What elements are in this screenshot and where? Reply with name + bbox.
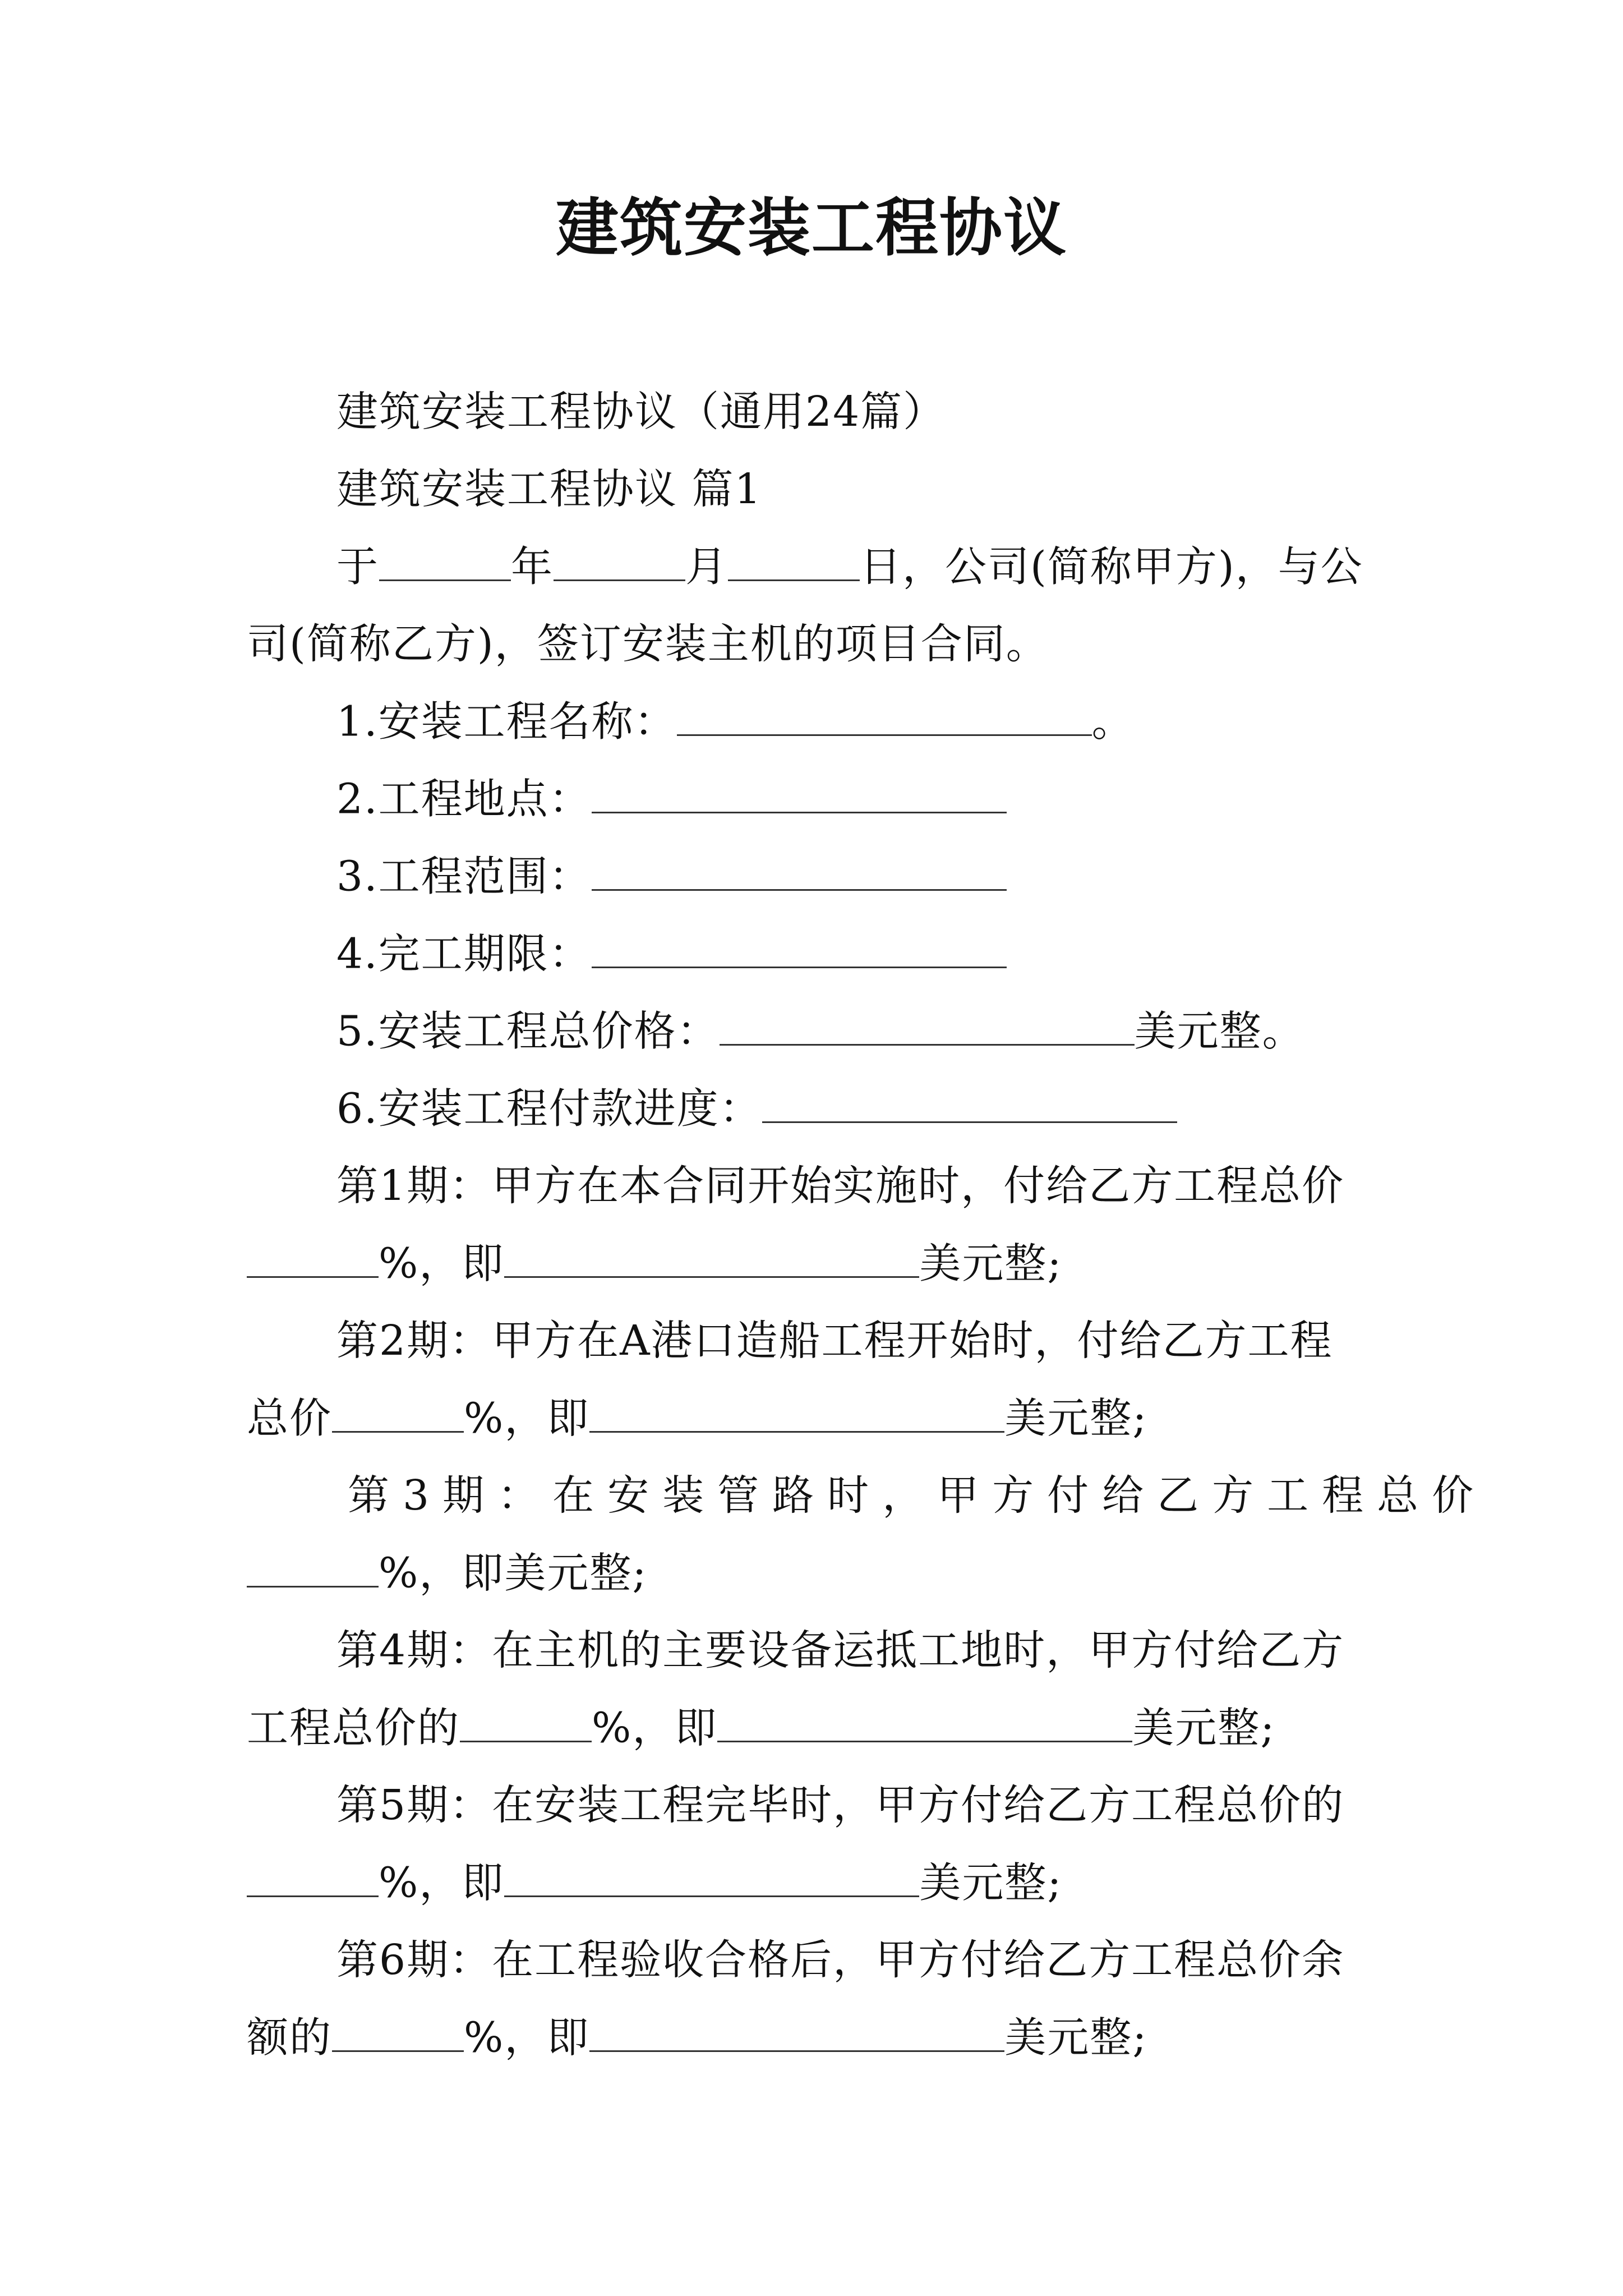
- item-label: 5.安装工程总价格：: [336, 1007, 720, 1056]
- item-label: 1.安装工程名称：: [336, 697, 677, 746]
- phase-3-line-1: 第3期：在安装管路时，甲方付给乙方工程总价: [348, 1471, 1487, 1520]
- item-suffix: 美元整。: [1134, 1007, 1305, 1056]
- phase-pre: 工程总价的: [247, 1704, 460, 1752]
- project-name-blank: [677, 697, 1092, 736]
- percent-blank: [332, 1393, 464, 1433]
- year-blank: [379, 542, 511, 581]
- item-label: 6.安装工程付款进度：: [336, 1084, 762, 1133]
- item-total-price: [336, 1006, 1305, 1056]
- phase-6-line-2: [247, 2013, 1147, 2063]
- deadline-blank: [592, 929, 1007, 968]
- percent-blank: [460, 1703, 592, 1742]
- percent-blank: [247, 1858, 379, 1897]
- month-blank: [554, 542, 685, 581]
- phase-pre: 额的: [247, 2013, 332, 2062]
- intro-text-month: 月: [685, 542, 728, 591]
- phase-end: 美元整;: [919, 1239, 1063, 1288]
- location-blank: [592, 774, 1007, 813]
- document-title: 建筑安装工程协议: [556, 191, 1067, 265]
- intro-text-day: 日，公司(简称甲方)，与公: [860, 542, 1363, 591]
- amount-blank: [717, 1703, 1132, 1742]
- phase-2-line-1: 第2期：甲方在A港口造船工程开始时，付给乙方工程: [336, 1317, 1333, 1365]
- phase-1-line-2: [247, 1239, 1062, 1289]
- phase-mid: %，即美元整;: [379, 1549, 648, 1598]
- phase-6-line-1: 第6期：在工程验收合格后，甲方付给乙方工程总价余: [336, 1936, 1345, 1984]
- intro-text-yu: 于: [336, 542, 379, 591]
- payment-schedule-blank: [762, 1084, 1177, 1123]
- phase-end: 美元整;: [1132, 1704, 1276, 1752]
- item-label: 2.工程地点：: [336, 775, 592, 823]
- percent-blank: [332, 2013, 464, 2052]
- intro-line-2: 司(简称乙方)，签订安装主机的项目合同。: [247, 620, 1049, 668]
- item-label: 4.完工期限：: [336, 930, 592, 978]
- item-project-name: [336, 697, 1135, 747]
- phase-mid: %，即: [379, 1239, 505, 1288]
- scope-blank: [592, 852, 1007, 891]
- phase-mid: %，即: [464, 1394, 590, 1443]
- amount-blank: [589, 2013, 1004, 2052]
- item-location: [336, 774, 1007, 824]
- percent-blank: [247, 1548, 379, 1588]
- item-label: 3.工程范围：: [336, 852, 592, 901]
- item-payment-schedule: [336, 1084, 1177, 1134]
- phase-5-line-2: [247, 1858, 1062, 1908]
- subtitle: 建筑安装工程协议（通用24篇）: [336, 388, 946, 436]
- phase-mid: %，即: [379, 1858, 505, 1907]
- phase-5-line-1: 第5期：在安装工程完毕时，甲方付给乙方工程总价的: [336, 1781, 1345, 1829]
- phase-1-line-1: 第1期：甲方在本合同开始实施时，付给乙方工程总价: [336, 1162, 1345, 1210]
- intro-line-1: [336, 542, 1363, 592]
- phase-4-line-1: 第4期：在主机的主要设备运抵工地时，甲方付给乙方: [336, 1626, 1345, 1674]
- phase-end: 美元整;: [1004, 2013, 1148, 2062]
- percent-blank: [247, 1239, 379, 1278]
- phase-4-line-2: [247, 1703, 1275, 1753]
- phase-pre: 总价: [247, 1394, 332, 1443]
- day-blank: [728, 542, 860, 581]
- section-heading: 建筑安装工程协议 篇1: [336, 465, 762, 513]
- intro-text-year: 年: [511, 542, 554, 591]
- amount-blank: [504, 1858, 919, 1897]
- item-deadline: [336, 929, 1007, 979]
- phase-mid: %，即: [464, 2013, 590, 2062]
- item-suffix: 。: [1091, 697, 1135, 746]
- amount-blank: [504, 1239, 919, 1278]
- amount-blank: [589, 1393, 1004, 1433]
- phase-mid: %，即: [592, 1704, 718, 1752]
- phase-2-line-2: [247, 1393, 1147, 1443]
- phase-end: 美元整;: [1004, 1394, 1148, 1443]
- phase-end: 美元整;: [919, 1858, 1063, 1907]
- phase-3-line-2: [247, 1548, 647, 1598]
- total-price-blank: [720, 1006, 1135, 1046]
- item-scope: [336, 852, 1007, 901]
